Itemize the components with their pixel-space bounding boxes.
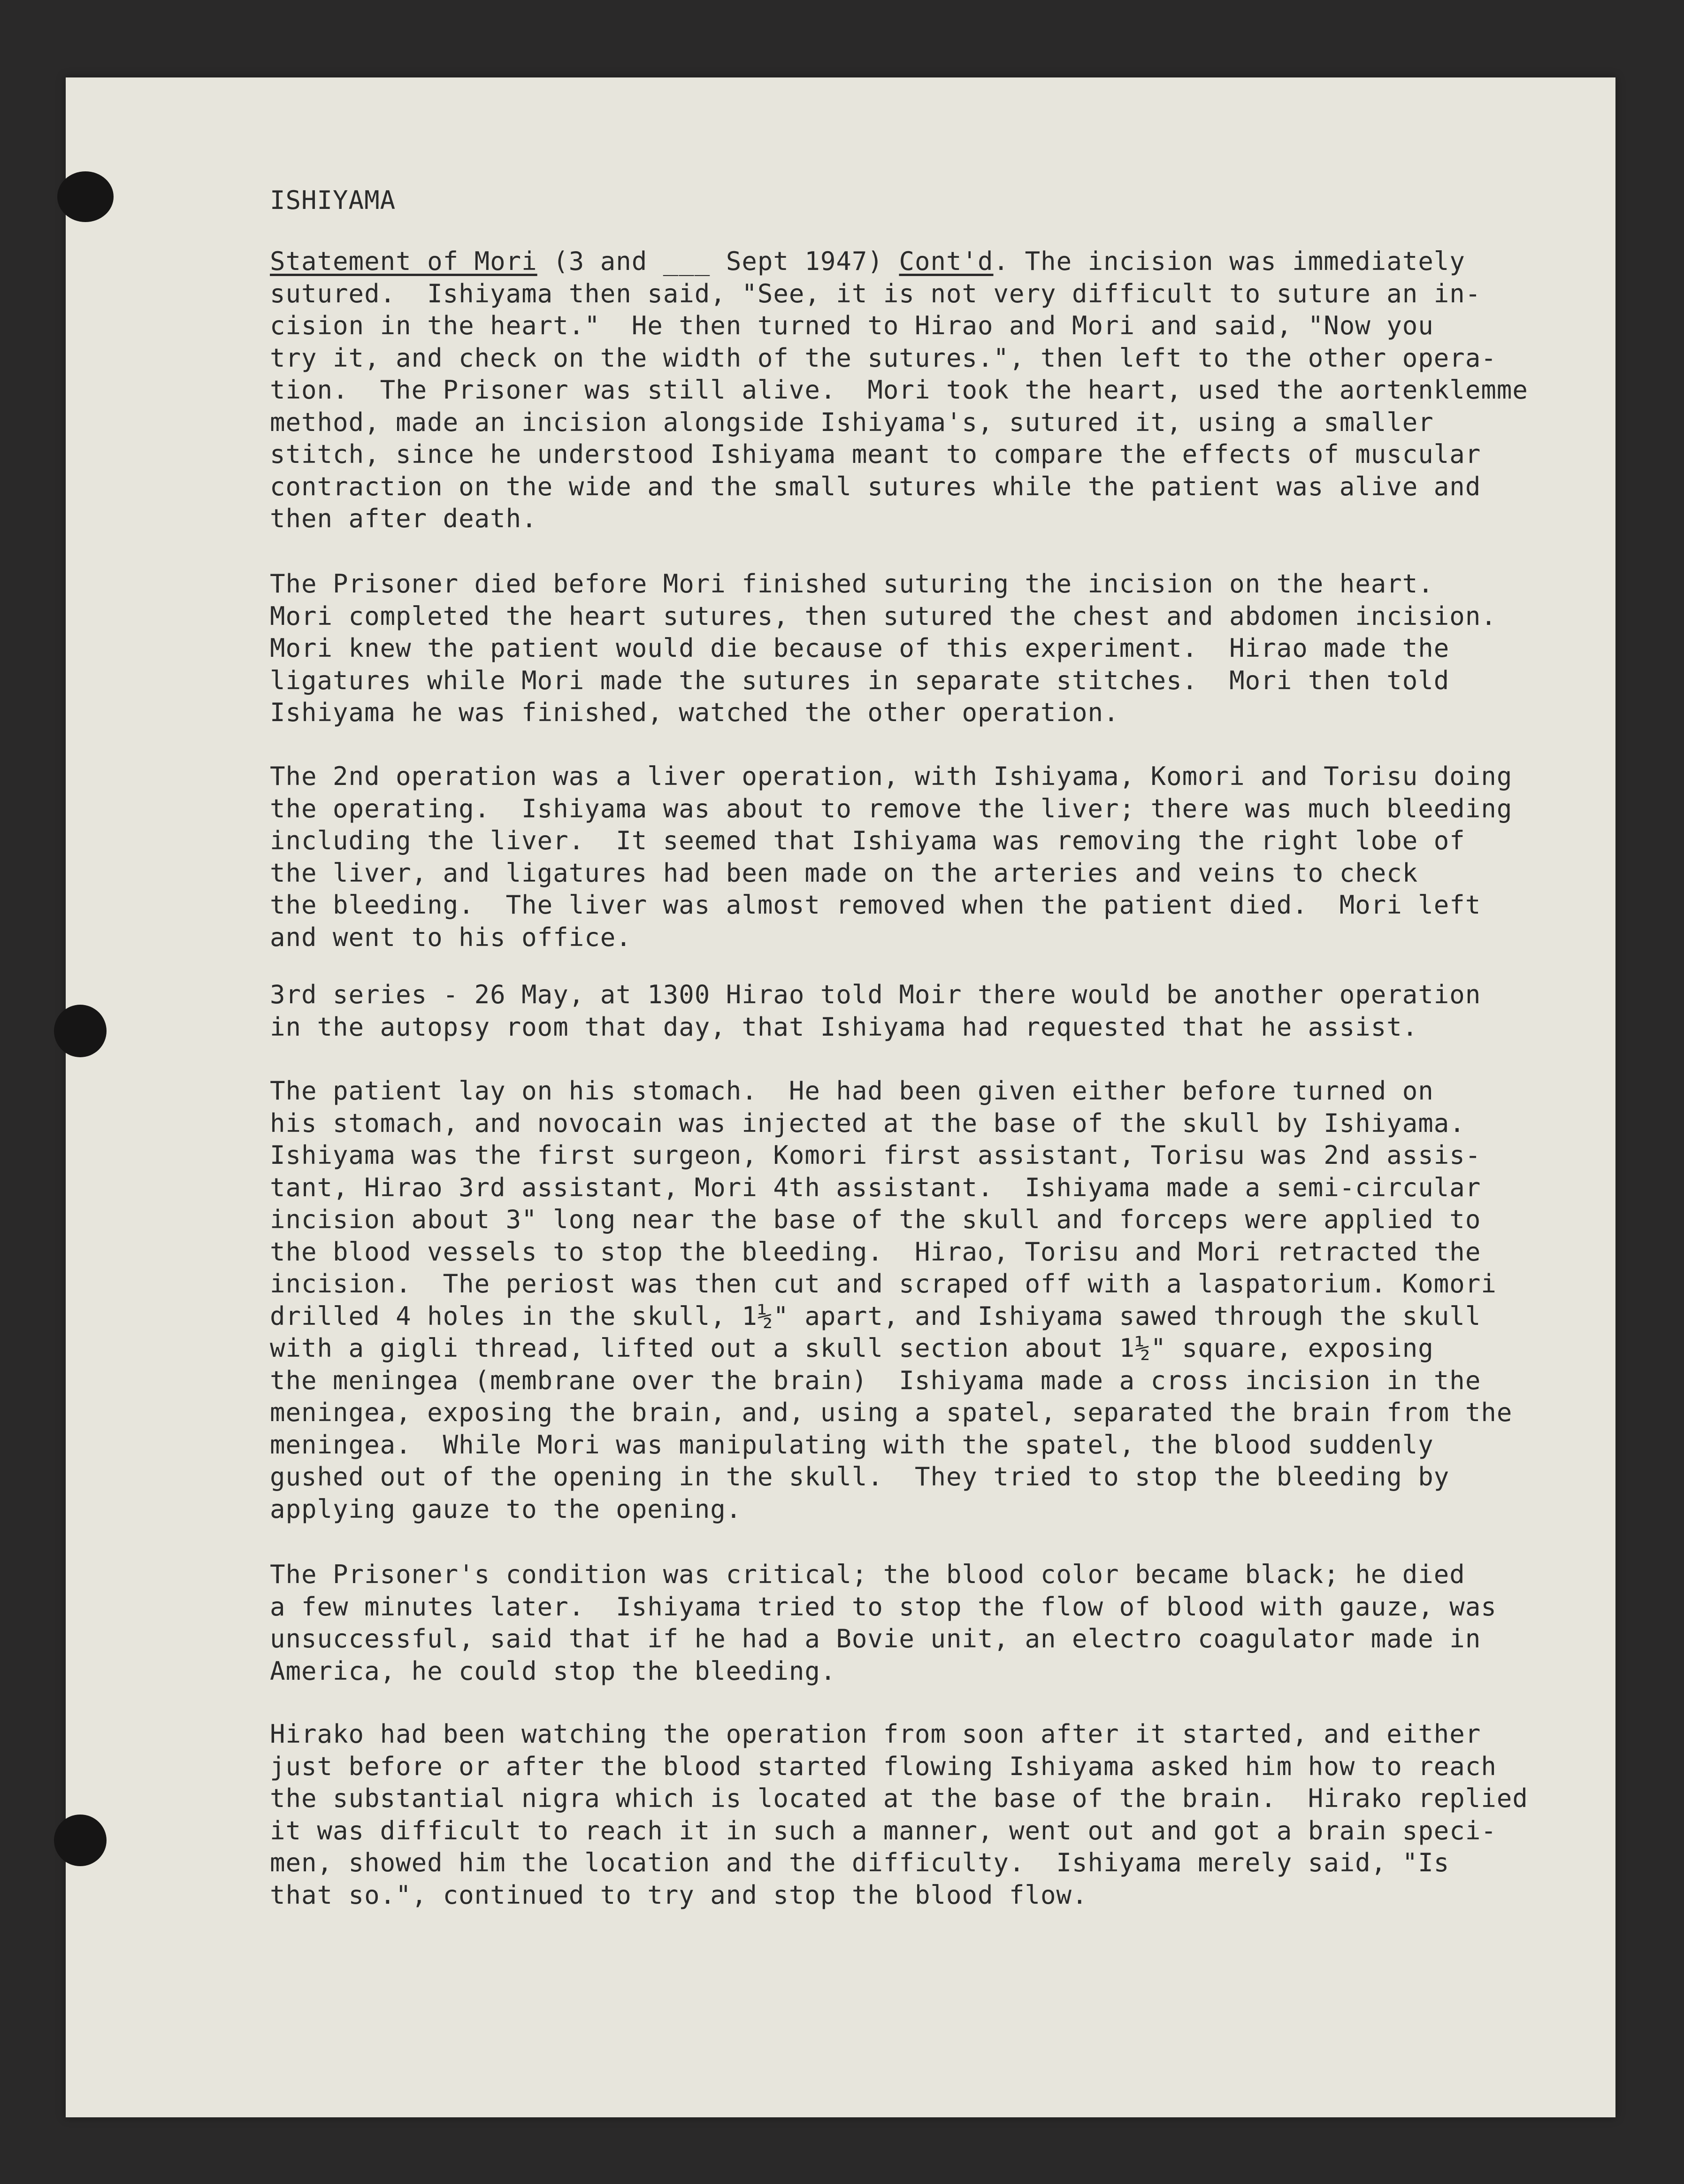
date-blank: ___ [663,246,711,276]
statement-title: Statement of Mori [270,246,537,276]
paragraph-5: The patient lay on his stomach. He had been given either before turned on his stomach, and novocain was injected at the base of the skull by Ishiyama. Ishiyama was the first surgeon, Komori first assistant, Torisu was 2nd assis- tant, Hirao 3rd assistant, Mori 4th assistant. Ishiyama made a semi-circular incision about 3" long near the base of the skull and forceps were applied to the blood vessels to stop the bleeding. Hirao, Torisu and Mori retracted the incision. The periost was then cut and scraped off with a laspatorium. Komori drilled 4 holes in the skull, 1½" apart, and Ishiyama sawed through the skull with a gigli thread, lifted out a skull section about 1½" square, exposing the meningea (membrane over the brain) Ishiyama made a cross incision in the meningea, exposing the brain, and, using a spatel, separated the brain from the meningea. While Mori was manipulating with the spatel, the blood suddenly gushed out of the opening in the skull. They tried to stop the bleeding by applying gauze to the opening. [270,1076,1513,1524]
punch-hole-bottom [54,1815,107,1866]
contd-label: Cont'd [899,246,994,276]
punch-hole-top [57,171,114,222]
statement-date-open: (3 and [537,246,663,276]
paragraph-4: 3rd series - 26 May, at 1300 Hirao told Moir there would be another operation in the autopsy room that day, that Ishiyama had requested that he assist. [270,980,1481,1042]
paragraph-1-first-line: . The incision was immediately [993,246,1465,276]
paragraph-3: The 2nd operation was a liver operation, with Ishiyama, Komori and Torisu doing the operating. Ishiyama was about to remove the liver; there was much bleeding including the liver. It seemed that Ishiyama was removing the right lobe of the liver, and ligatures had been made on the arteries and veins to check the bleeding. The liver was almost removed when the patient died. Mori left and went to his office. [270,761,1513,952]
paragraph-6: The Prisoner's condition was critical; the blood color became black; he died a few minutes later. Ishiyama tried to stop the flow of blood with gauze, was unsuccessful, said that if he had a Bovie unit, an electro coagulator made in America, he could stop the bleeding. [270,1560,1497,1686]
paragraph-2: The Prisoner died before Mori finished suturing the incision on the heart. Mori completed the heart sutures, then sutured the chest and abdomen incision. Mori knew the patient would die because of this experiment. Hirao made the ligatures while Mori made the sutures in separate stitches. Mori then told Ishiyama he was finished, watched the other operation. [270,569,1497,727]
statement-date-close: Sept 1947) [710,246,899,276]
paragraph-1 [270,246,1570,535]
punch-hole-middle [54,1005,107,1057]
page-header: ISHIYAMA [270,185,396,215]
paragraph-1-body: sutured. Ishiyama then said, "See, it is not very difficult to suture an in- cision in the heart." He then turned to Hirao and Mori and said, "Now you try it, and check on the width of the sutures.", then left to the other opera- tion. The Prisoner was still alive. Mori took the heart, used the aortenklemme method, made an incision alongside Ishiyama's, sutured it, using a smaller stitch, since he understood Ishiyama meant to compare the effects of muscular contraction on the wide and the small sutures while the patient was alive and then after death. [270,278,1528,533]
paragraph-7: Hirako had been watching the operation from soon after it started, and either just before or after the blood started flowing Ishiyama asked him how to reach the substantial nigra which is located at the base of the brain. Hirako replied it was difficult to reach it in such a manner, went out and got a brain speci- men, showed him the location and the difficulty. Ishiyama merely said, "Is that so.", continued to try and stop the blood flow. [270,1719,1528,1910]
